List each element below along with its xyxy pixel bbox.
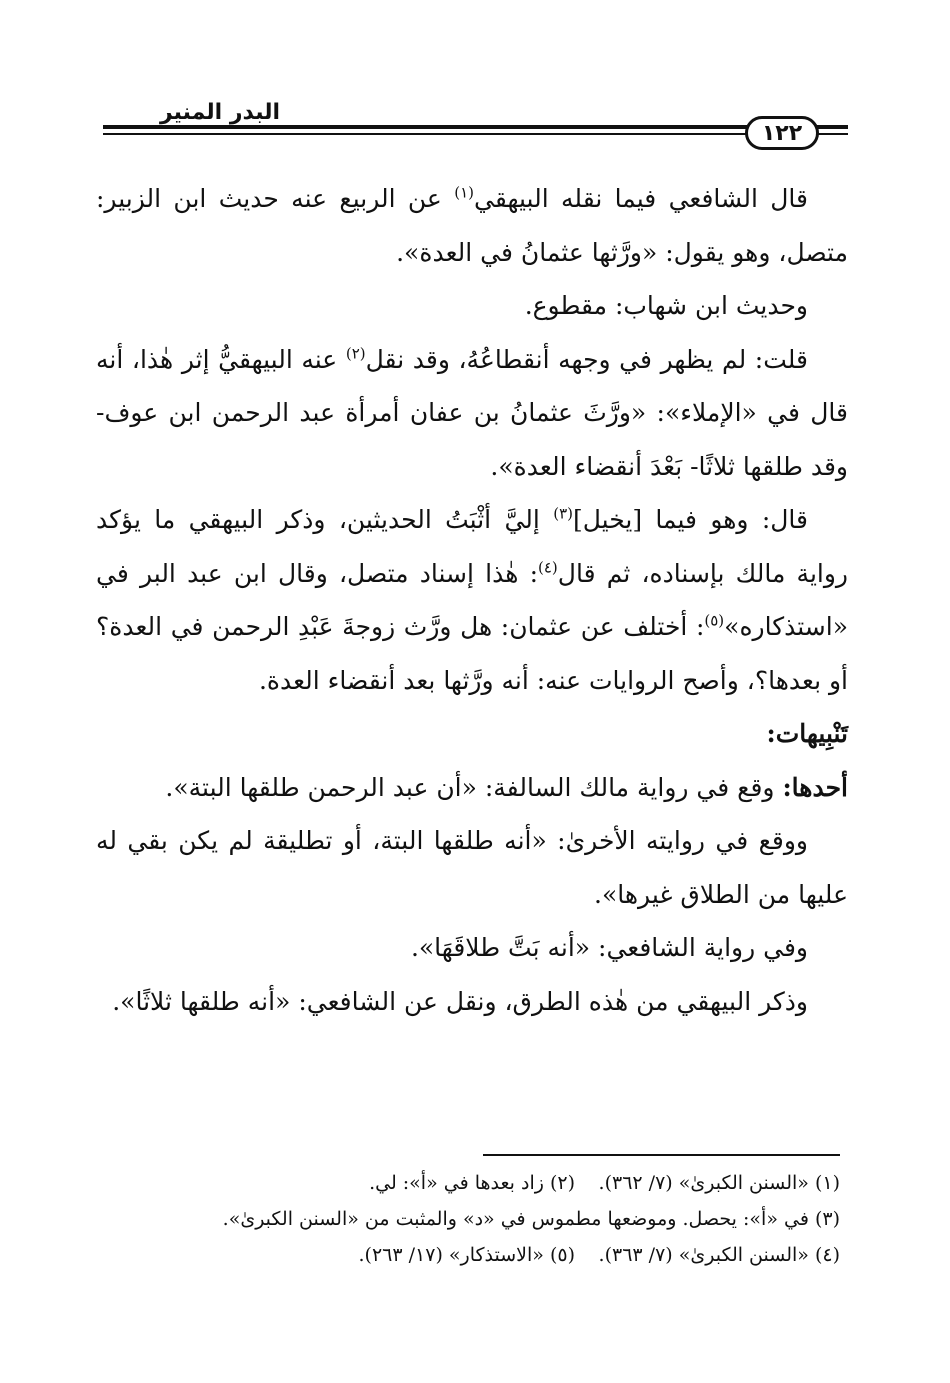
header-rule [103,125,748,137]
footnote-separator [483,1154,840,1156]
header-rule-thin [103,133,748,135]
paragraph-5 [96,761,848,815]
footnote-ref-4: (٤) [538,558,558,577]
footnote-1: (١) «السنن الكبرىٰ» (٧/ ٣٦٢). [598,1172,840,1194]
footnote-ref-5: (٥) [704,611,725,630]
p5-text: وقع في رواية مالك السالفة: «أن عبد الرحمن طلقها البتة». [165,772,783,802]
p5-lead: أحدها: [782,772,848,802]
footnote-row-1 [200,1165,840,1201]
p1-text-a: قال الشافعي فيما نقله البيهقي [474,184,808,213]
paragraph-8: وذكر البيهقي من هٰذه الطرق، ونقل عن الشافعي: «أنه طلقها ثلاثًا». [112,986,808,1016]
footnotes [200,1165,840,1273]
footnote-row-3 [200,1237,840,1273]
footnote-3: (٣) في «أ»: يحصل. وموضعها مطموس في «د» والمثبت من «السنن الكبرىٰ». [222,1208,840,1230]
main-text [96,172,848,1028]
header-rule-thick [103,125,748,129]
section-heading: تَنْبِيهات: [766,719,848,748]
badge-tail-thin [816,133,848,135]
p3-text-a: قلت: لم يظهر في وجهه أنقطاعُهُ، وقد نقل [365,344,808,374]
p4-text-c: : هٰذا إسناد متصل، وقال ابن عبد البر في «استذكاره» [96,558,848,641]
footnote-4: (٤) «السنن الكبرىٰ» (٧/ ٣٦٣). [598,1244,840,1266]
footnote-5: (٥) «الاستذكار» (١٧/ ٢٦٣). [358,1244,575,1266]
p4-text-a: قال: وهو فيما [يخيل] [573,505,808,534]
running-title: البدر المنير [159,100,280,125]
paragraph-3 [96,333,848,494]
p4-text-d: : أختلف عن عثمان: هل ورَّث زوجةَ عَبْدِ الرحمن في العدة؟ أو بعدها؟، وأصح الروايات عنه: أنه ورَّثها بعد أنقضاء العدة. [96,612,848,695]
footnote-ref-1: (١) [454,183,474,202]
p1-text-b: عن الربيع عنه حديث ابن الزبير: متصل، وهو يقول: «ورَّثها عثمانُ في العدة». [96,184,848,267]
p4-text-b: إليَّ أثْبَتُ الحديثين، وذكر البيهقي ما يؤكد رواية مالك بإسناده، ثم قال [96,505,848,588]
footnote-ref-3: (٣) [553,504,573,523]
paragraph-2: وحديث ابن شهاب: مقطوع. [524,291,808,320]
badge-tail-thick [816,125,848,129]
page-number-badge: ١٢٢ [745,116,819,150]
paragraph-6: ووقع في روايته الأخرىٰ: «أنه طلقها البتة، أو تطليقة لم يكن بقي له عليها من الطلاق غيرها». [96,826,848,909]
footnote-2: (٢) زاد بعدها في «أ»: لي. [369,1172,575,1194]
p3-text-b: عنه البيهقيُّ إثر هٰذا، أنه قال في «الإملاء»: «ورَّثَ عثمانُ بن عفان أمرأة عبد الرحمن ابن عوف- وقد طلقها ثلاثًا- بَعْدَ أنقضاء العدة». [96,344,848,481]
paragraph-7: وفي رواية الشافعي: «أنه بَتَّ طلاقَهَا». [410,933,808,962]
paragraph-4 [96,493,848,707]
footnote-ref-2: (٢) [345,344,366,363]
badge-tail-rule [816,125,848,137]
paragraph-1 [96,172,848,279]
footnote-row-2 [200,1201,840,1237]
